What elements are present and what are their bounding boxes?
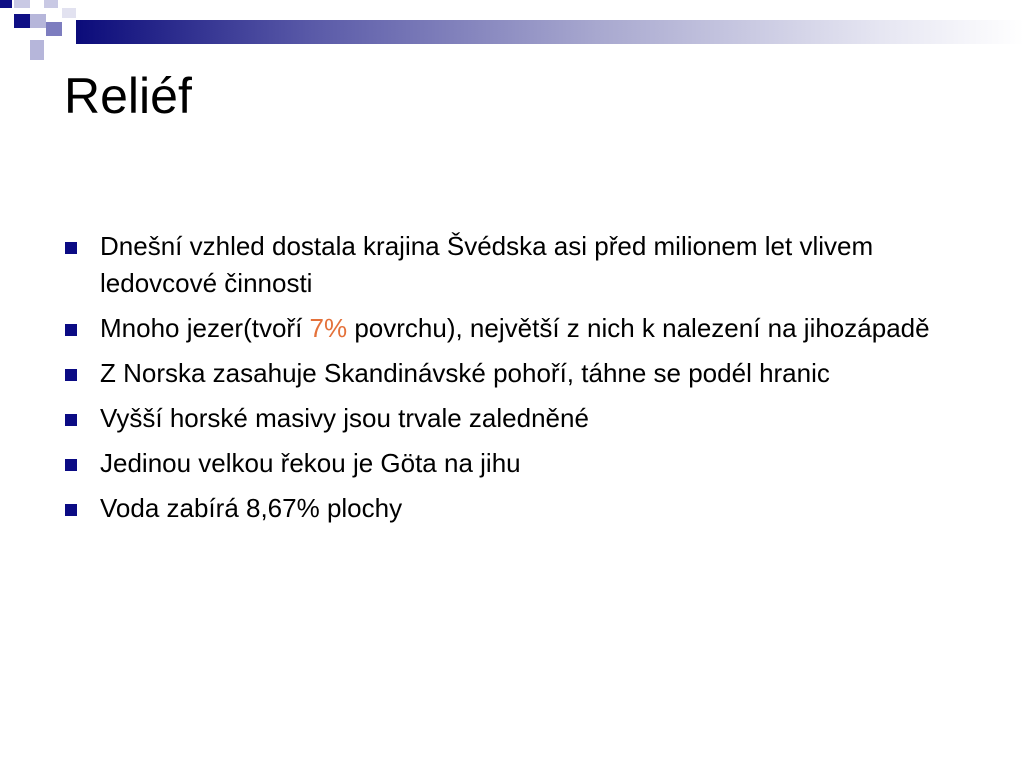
bullet-text: Voda zabírá 8,67% plochy <box>100 493 403 523</box>
bullet-text-before: Mnoho jezer(tvoří <box>100 313 310 343</box>
square-bullet-icon <box>65 369 77 381</box>
bullet-text: Jedinou velkou řekou je Göta na jihu <box>100 448 521 478</box>
bullet-list <box>62 228 962 535</box>
decor-square <box>30 40 44 60</box>
bullet-text: Vyšší horské masivy jsou trvale zaledněné <box>100 403 589 433</box>
bullet-text-after: povrchu), největší z nich k nalezení na jihozápadě <box>347 313 930 343</box>
bullet-highlight: 7% <box>309 313 348 343</box>
decor-square <box>62 8 76 18</box>
square-bullet-icon <box>65 324 77 336</box>
bullet-text: Dnešní vzhled dostala krajina Švédska asi před milionem let vlivem ledovcové činnosti <box>100 231 874 298</box>
bullet-item <box>62 400 962 437</box>
bullet-item <box>62 228 962 302</box>
bullet-item <box>62 310 962 347</box>
slide-title: Reliéf <box>64 68 192 124</box>
decor-square <box>14 0 30 8</box>
header-gradient-bar <box>76 20 1024 44</box>
bullet-item <box>62 490 962 527</box>
square-bullet-icon <box>65 414 77 426</box>
square-bullet-icon <box>65 459 77 471</box>
decor-square <box>44 0 58 8</box>
decor-square <box>46 22 62 36</box>
decor-square <box>0 0 12 8</box>
decor-square <box>14 14 30 28</box>
bullet-text: Z Norska zasahuje Skandinávské pohoří, táhne se podél hranic <box>100 358 830 388</box>
square-bullet-icon <box>65 504 77 516</box>
square-bullet-icon <box>65 242 77 254</box>
decor-square <box>30 14 46 28</box>
bullet-item <box>62 445 962 482</box>
bullet-item <box>62 355 962 392</box>
